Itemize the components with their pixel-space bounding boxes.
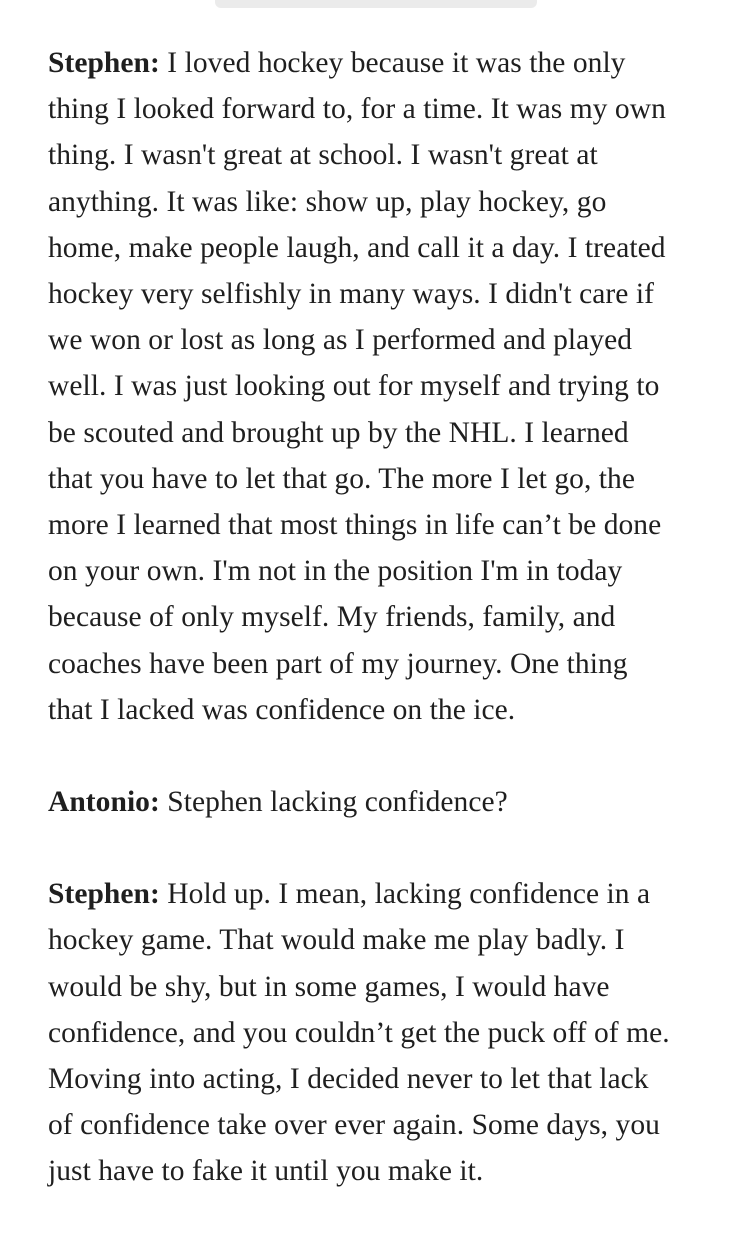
text-line: Moving into acting, I decided never to let that lack bbox=[48, 1063, 649, 1096]
text-line: confidence, and you couldn’t get the puck off of me. bbox=[48, 1016, 670, 1049]
text-line: thing. I wasn't great at school. I wasn't great at bbox=[48, 139, 598, 172]
text-line bbox=[48, 871, 708, 917]
text-line: on your own. I'm not in the position I'm in today bbox=[48, 555, 623, 588]
transcript-paragraph bbox=[48, 871, 708, 1194]
text-line: that I lacked was confidence on the ice. bbox=[48, 693, 516, 726]
line-text: I loved hockey because it was the only bbox=[159, 47, 626, 79]
text-line: of confidence take over ever again. Some days, you bbox=[48, 1109, 660, 1142]
text-line: home, make people laugh, and call it a day. I treated bbox=[48, 231, 666, 264]
text-line: just have to fake it until you make it. bbox=[48, 1155, 484, 1188]
speaker-name: Stephen: bbox=[48, 878, 160, 911]
text-line: well. I was just looking out for myself and trying to bbox=[48, 370, 660, 403]
text-line: hockey game. That would make me play badly. I bbox=[48, 924, 625, 957]
text-line: be scouted and brought up by the NHL. I learned bbox=[48, 416, 629, 449]
text-line: we won or lost as long as I performed and played bbox=[48, 324, 633, 357]
text-line: anything. It was like: show up, play hockey, go bbox=[48, 185, 607, 218]
line-text: Hold up. I mean, lacking confidence in a bbox=[159, 878, 651, 911]
text-line: that you have to let that go. The more I let go, the bbox=[48, 462, 635, 495]
text-line: coaches have been part of my journey. One thing bbox=[48, 647, 628, 680]
text-line bbox=[48, 40, 708, 86]
transcript-paragraph bbox=[48, 40, 708, 733]
text-line: because of only myself. My friends, family, and bbox=[48, 601, 616, 634]
interview-transcript bbox=[48, 40, 708, 1241]
text-line: hockey very selfishly in many ways. I didn't care if bbox=[48, 278, 654, 311]
speaker-name: Antonio: bbox=[48, 786, 160, 819]
text-line: more I learned that most things in life can’t be done bbox=[48, 509, 662, 542]
line-text: Stephen lacking confidence? bbox=[159, 786, 508, 819]
text-line bbox=[48, 779, 708, 825]
transcript-paragraph bbox=[48, 779, 708, 825]
top-scroll-indicator bbox=[215, 0, 537, 8]
speaker-name: Stephen: bbox=[48, 47, 160, 79]
text-line: would be shy, but in some games, I would have bbox=[48, 970, 610, 1003]
text-line: thing I looked forward to, for a time. It was my own bbox=[48, 93, 666, 126]
